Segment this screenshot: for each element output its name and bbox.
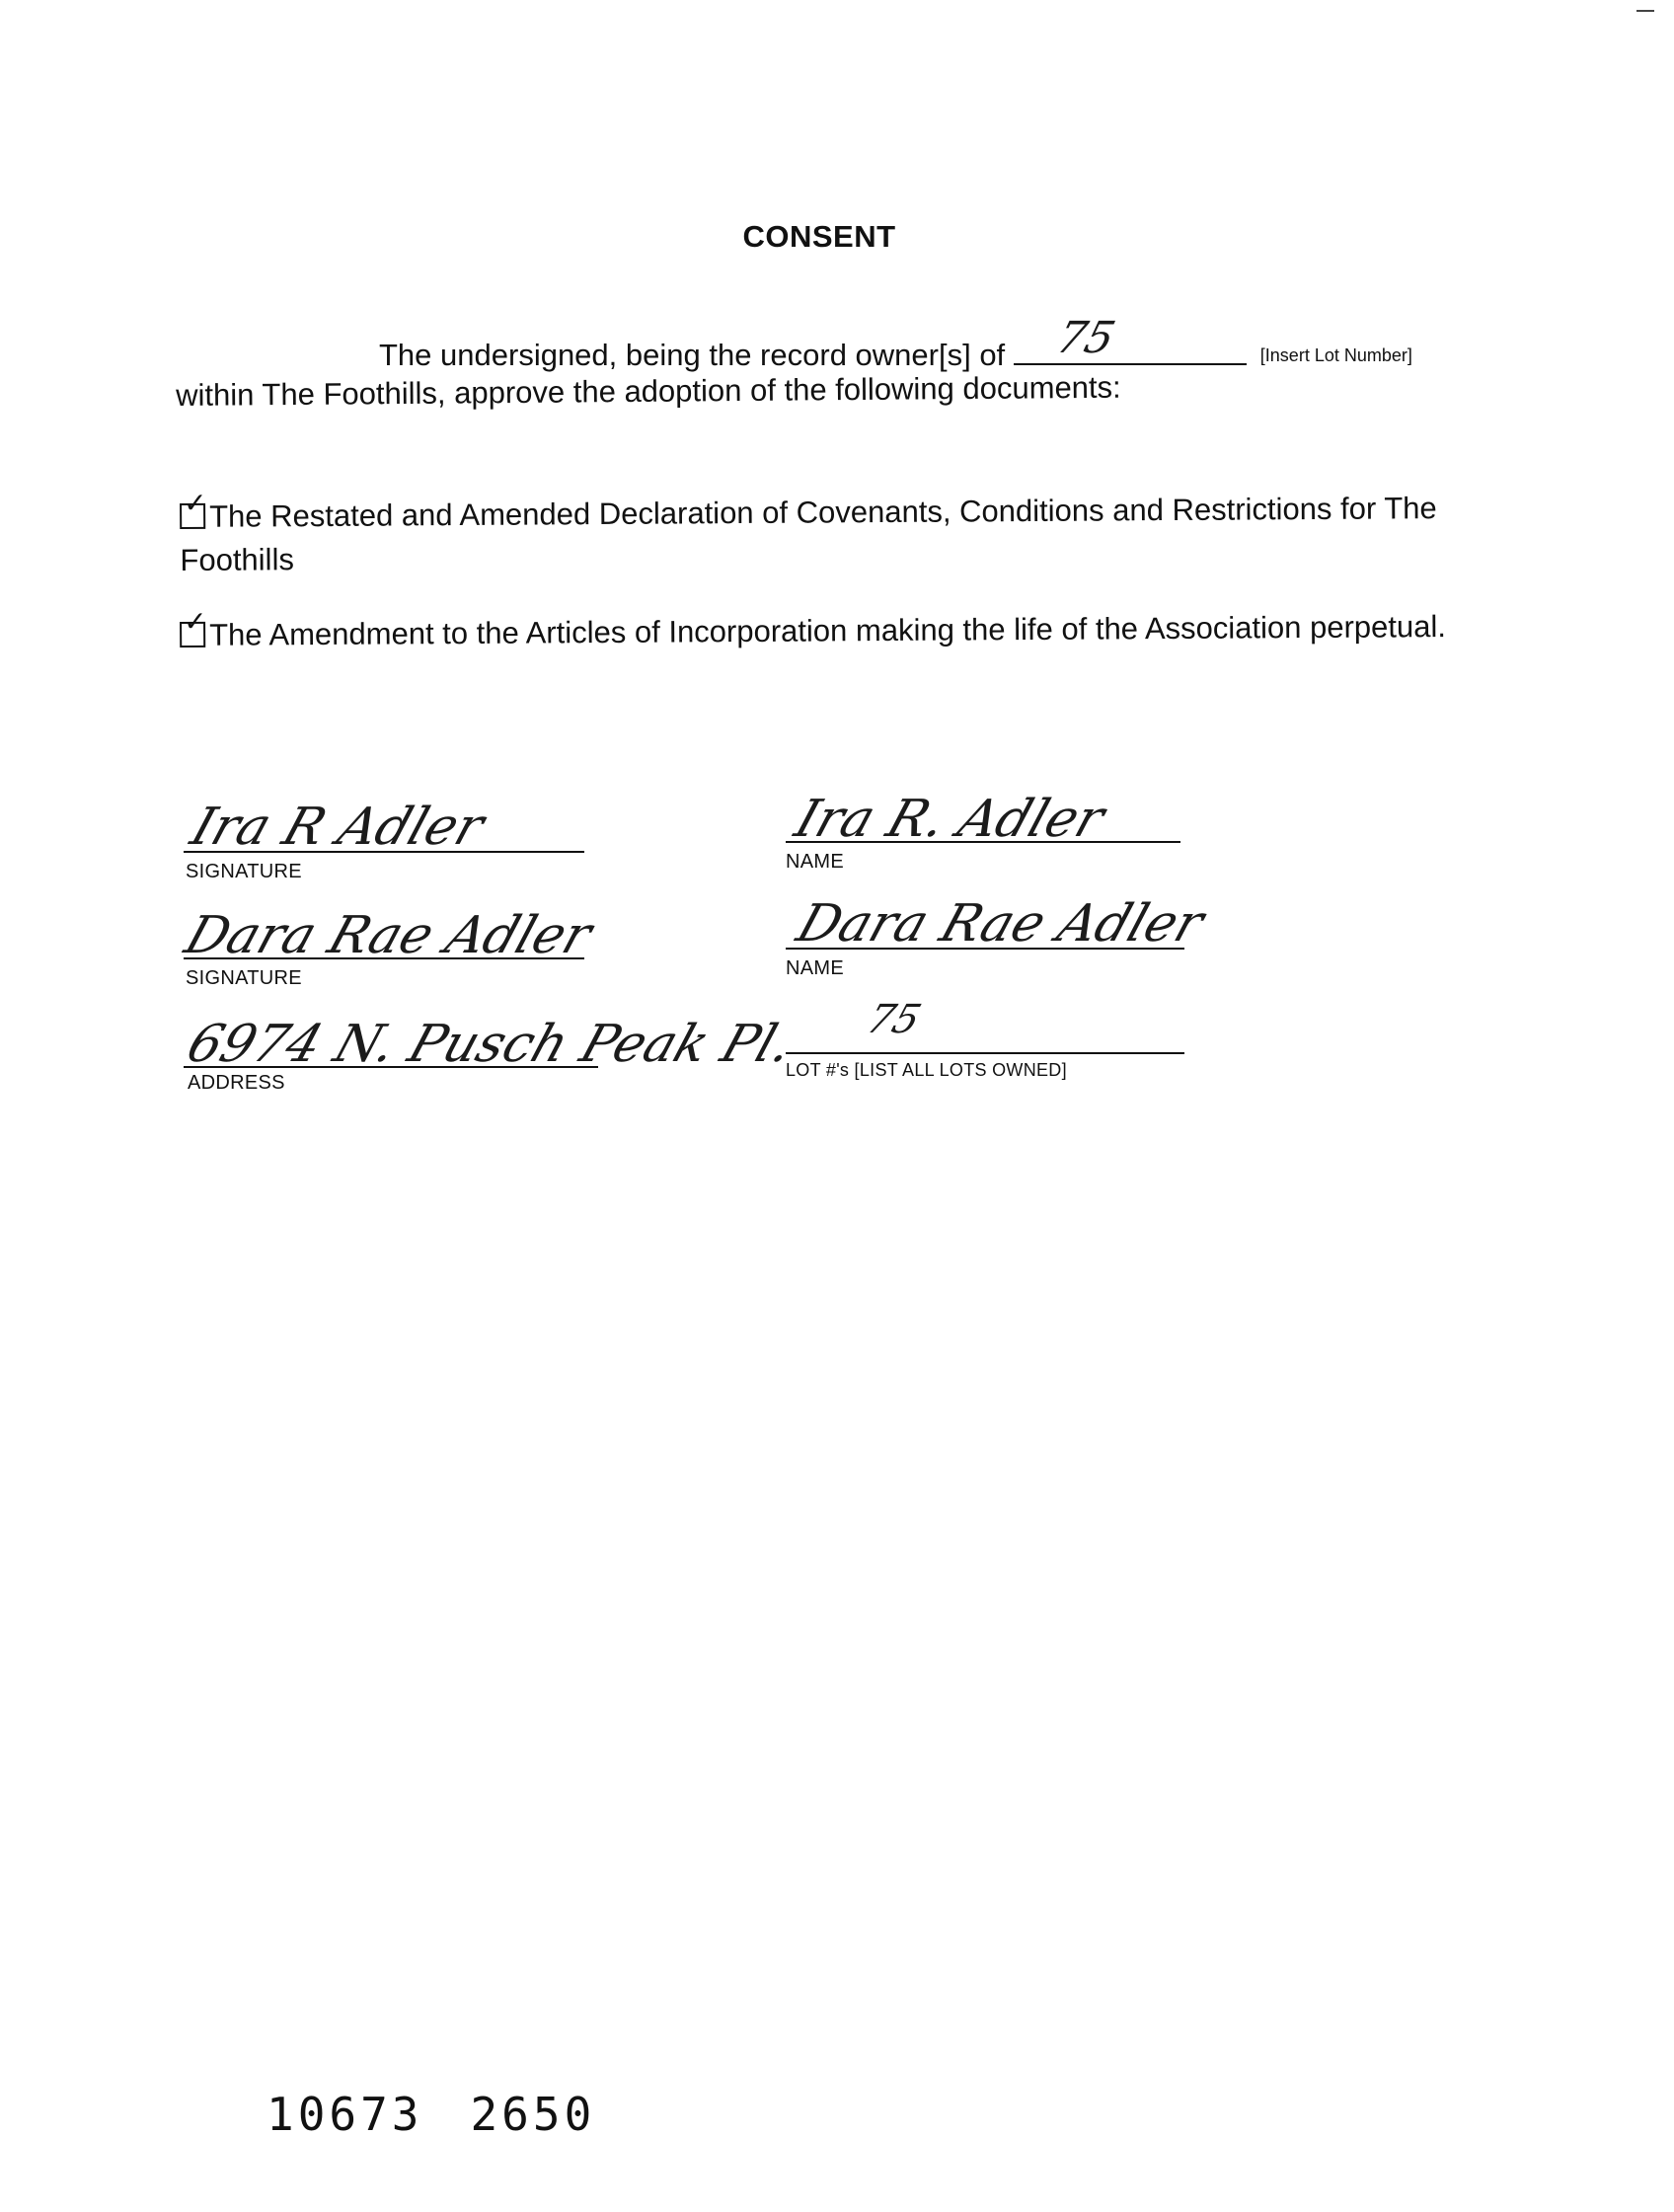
recording-numbers [266,2088,595,2141]
name-2-line[interactable] [786,948,1184,950]
recording-page-number: 2650 [470,2088,596,2141]
address-label: ADDRESS [188,1072,285,1094]
address-line[interactable] [184,1066,598,1068]
signature-1-line[interactable] [184,851,584,853]
check-mark-icon: ✓ [183,604,207,638]
lot-number-handwriting: 75 [1050,313,1120,363]
name-2-handwriting: Dara Rae Adler [790,894,1211,953]
insert-lot-note: [Insert Lot Number] [1259,345,1412,365]
checkbox-item-1[interactable] [180,486,207,529]
lots-line[interactable] [786,1052,1184,1054]
intro-line-1 [379,313,1412,373]
signature-2-handwriting: Dara Rae Adler [178,906,599,965]
intro-text: The undersigned, being the record owner[s] of [379,338,1006,372]
signature-2-line[interactable] [184,957,584,959]
recording-book-number: 10673 [266,2088,423,2141]
lots-label: LOT #'s [LIST ALL LOTS OWNED] [786,1060,1067,1080]
intro-line-2: within The Foothills, approve the adoption of the following documents: [176,369,1121,413]
address-handwriting: 6974 N. Pusch Peak Pl. [180,1015,800,1074]
scan-mark [1636,10,1654,12]
lot-number-field[interactable] [1014,313,1247,365]
signature-1-handwriting: Ira R Adler [184,798,492,857]
signature-1-label: SIGNATURE [186,861,302,882]
check-mark-icon: ✓ [183,486,207,519]
document-title: CONSENT [742,219,896,254]
item-2-text: The Amendment to the Articles of Incorporation making the life of the Association perpetual. [209,609,1447,652]
name-2-label: NAME [786,957,844,979]
signature-2-label: SIGNATURE [186,967,302,989]
name-1-line[interactable] [786,841,1180,843]
lots-handwriting: 75 [861,997,927,1042]
document-item-1 [180,487,1484,582]
name-1-handwriting: Ira R. Adler [788,790,1111,849]
name-1-label: NAME [786,851,844,873]
document-item-2 [180,605,1483,657]
checkbox-item-2[interactable] [180,604,207,648]
item-1-text: The Restated and Amended Declaration of Covenants, Conditions and Restrictions for The Foothills [180,491,1437,577]
